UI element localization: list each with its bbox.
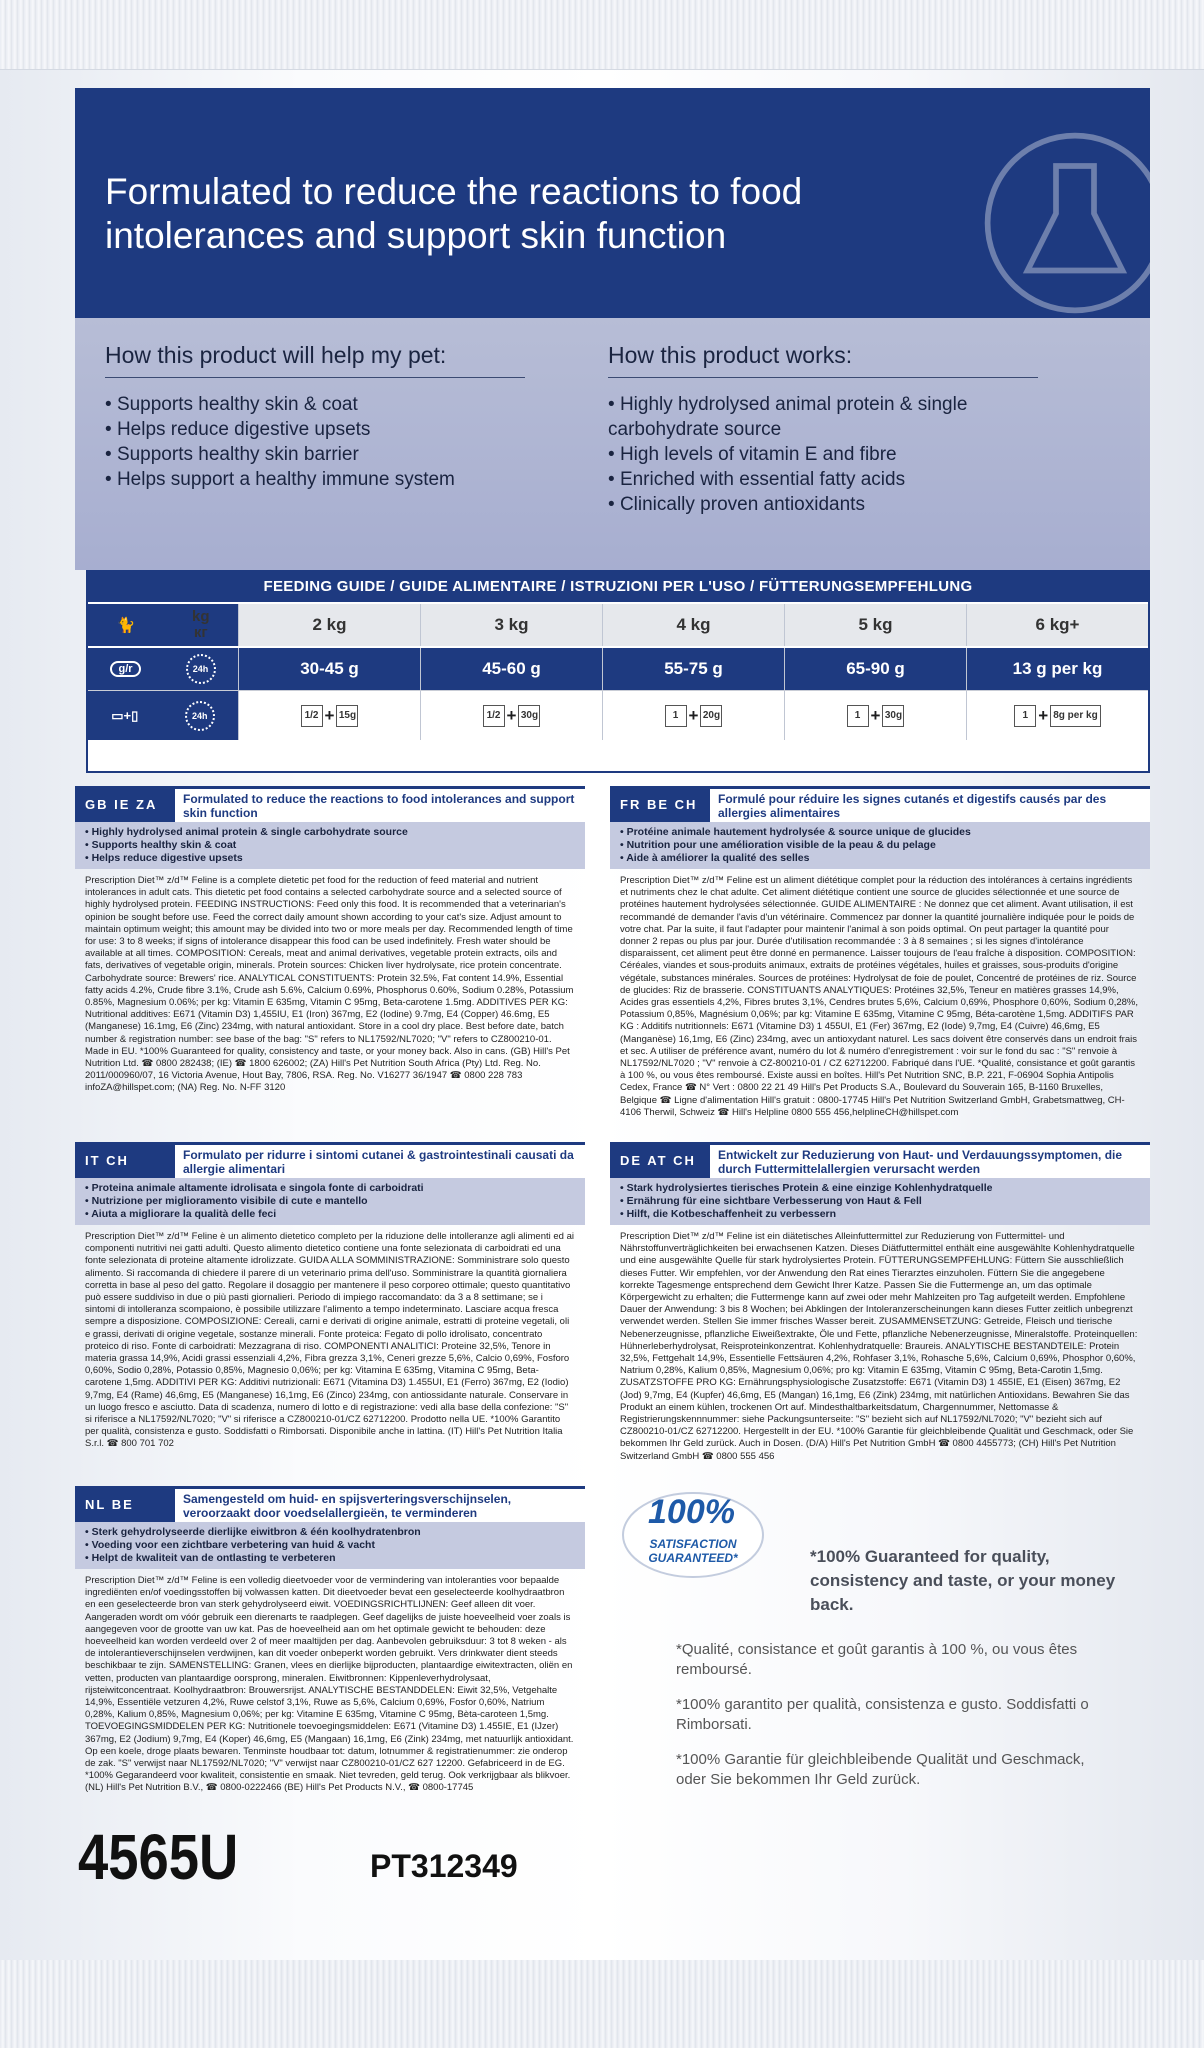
section-nl: [75, 1486, 585, 1806]
mixed-cell: 1/2 + 15g: [238, 691, 420, 740]
guarantee-de: *100% Garantie für gleichbleibende Qualität und Geschmack, oder Sie bekommen Ihr Geld zurück.: [676, 1751, 1085, 1788]
can-icon: 1: [1014, 705, 1036, 727]
benefit-item: • Helps reduce digestive upsets: [105, 417, 525, 442]
pt-code: PT312349: [370, 1848, 518, 1884]
section-body: Prescription Diet™ z/d™ Feline is a complete dietetic pet food for the reduction of feed material and nutrient intolerances in adult cats. This dietetic pet food contains a selected carbohydrate source and a selected source of highly hydrolysed protein. FEEDING INSTRUCTIONS: Feed only this food. It is recommended that a veterinarian's opinion be sought before use. Feed the correct daily amount shown according to your cat's size. Adjust amount to maintain optimum weight; this amount may be divided into two or more meals per day. Recommended length of time for use: 3 to 8 weeks; if signs of intolerance disappear this food can be used indefinitely. Fresh water should be available at all times. COMPOSITION: Cereals, meat and animal derivatives, vegetable protein extracts, oils and fats, derivatives of vegetable origin, minerals. Protein sources: Chicken liver hydrolysate, rice protein concentrate. Carbohydrate source: Brewers' rice. ANALYTICAL CONSTITUENTS: Protein 32.5%, Fat content 14.9%, Essential fatty acids 4.2%, Crude fibre 3.1%, Crude ash 5.6%, Calcium 0.69%, Phosphorus 0.60%, Sodium 0.28%, Potassium 0.85%, Magnesium 0.06%; per kg: Vitamin E 635mg, Vitamin C 95mg, Beta-carotene 1.5mg. ADDITIVES PER KG: Nutritional additives: E671 (Vitamin D3) 1,455IU, E1 (Iron) 367mg, E2 (Iodine) 9.7mg, E4 (Copper) 46.6mg, E5 (Manganese) 16.1mg, E6 (Zinc) 234mg, with natural antioxidant. Store in a cool dry place. Best before date, batch number & registration number: see base of the bag: "S" refers to NL17592/NL7020; "V" refers to CZ800210-01. Made in EU. *100% Guaranteed for quality, consistency and taste, or your money back. Also in cans. (GB) Hill's Pet Nutrition Ltd. ☎ 0800 282438; (IE) ☎ 1800 626002; (ZA) Hill's Pet Nutrition South Africa (Pty) Ltd. Reg. No. 2011/000960/07, 16 Victoria Avenue, Hout Bay, 7806, RSA. Reg. No. V16277 36/1947 ☎ 0800 228 783 infoZA@hillspet.com; (NA) Reg. No. N-FF 3120: [85, 875, 574, 1094]
badge-percent: 100%: [648, 1493, 735, 1531]
section-bullets: [610, 822, 1150, 869]
clock-24h-icon: 24h: [186, 654, 216, 684]
works-item: • Enriched with essential fatty acids: [608, 467, 1038, 492]
mixed-cell: 1/2 + 30g: [420, 691, 602, 740]
can-plus-bag-icon: ▭+▯: [111, 707, 139, 723]
bullet: • Proteina animale altamente idrolisata e singola fonte di carboidrati: [85, 1182, 575, 1195]
section-title: Formulated to reduce the reactions to food intolerances and support skin function: [175, 786, 585, 822]
benefit-item: • Supports healthy skin & coat: [105, 392, 525, 417]
bottom-seal: [0, 1960, 1204, 2048]
satisfaction-badge: [618, 1485, 768, 1585]
section-title: Samengesteld om huid- en spijsverteringsverschijnselen, veroorzaakt door voedselallergieën, te verminderen: [175, 1486, 585, 1522]
section-it: [75, 1142, 585, 1462]
guarantee-it: *100% garantito per qualità, consistenza e gusto. Soddisfatti o Rimborsati.: [676, 1696, 1089, 1733]
weight-cell: 3 kg: [420, 604, 602, 646]
bullet: • Helps reduce digestive upsets: [85, 852, 575, 865]
bullet: • Protéine animale hautement hydrolysée & source unique de glucides: [620, 826, 1140, 839]
section-de: [610, 1142, 1150, 1462]
section-title: Entwickelt zur Reduzierung von Haut- und Verdauungssymptomen, die durch Futtermittelallergien verursacht werden: [710, 1142, 1150, 1178]
bullet: • Nutrition pour une amélioration visible de la peau & du pelage: [620, 839, 1140, 852]
weight-cell: 6 kg+: [966, 604, 1148, 646]
mixed-cell: 1 + 8g per kg: [966, 691, 1148, 740]
section-body: Prescription Diet™ z/d™ Feline est un aliment diététique complet pour la réduction des intolérances à certains ingrédients et nutriments chez le chat adulte. Cet aliment diététique contient une source de glucides sélectionnée et une source de protéines hautement hydrolysées sélectionnée. GUIDE ALIMENTAIRE : Ne donnez que cet aliment. Avant utilisation, il est recommandé de demander l'avis d'un vétérinaire. Commencez par donner la quantité journalière indiquée pour le poids de votre chat. Par la suite, il faut l'adapter pour maintenir l'animal à son poids optimal. On peut partager la quantité pour donner 2 repas ou plus par jour. Durée d'utilisation recommandée : 3 à 8 semaines ; si les signes d'intolérance disparaissent, cet aliment peut être donné en permanence. Laisser toujours de l'eau fraîche à disposition. COMPOSITION: Céréales, viandes et sous-produits animaux, extraits de protéines végétales, huiles et graisses, sous-produits d'origine végétale, substances minérales. Sources de protéines: Hydrolysat de foie de poulet, Concentré de protéines de riz. Source de glucides: Riz de brasserie. CONSTITUANTS ANALYTIQUES: Protéines 32,5%, Teneur en matières grasses 14,9%, Acides gras essentiels 4,2%, Fibres brutes 3,1%, Cendres brutes 5,6%, Calcium 0,69%, Phosphore 0,60%, Sodium 0,28%, Potassium 0,85%, Magnésium 0,06%; par kg: Vitamine E 635mg, Vitamine C 95mg, Béta-carotène 1,5mg. ADDITIFS PAR KG : Additifs nutritionnels: E671 (Vitamine D3) 1 455UI, E1 (Fer) 367mg, E2 (Iode) 9,7mg, E4 (Cuivre) 46,6mg, E5 (Manganèse) 16,1mg, E6 (Zinc) 234mg, avec un antioxydant naturel. Les sacs doivent être conservés dans un endroit frais et sec. A utiliser de préférence avant, numéro du lot & numéro d'enregistrement : voir sur le fond du sac : "S" renvoie à NL17592/NL7020 ; "V" renvoie à CZ-800210-01 / CZ 62712200. Fabriqué dans l'UE. *Qualité, consistance et goût garantis à 100 %, ou vous êtes remboursé. Existe aussi en boîtes. Hill's Pet Nutrition SNC, B.P. 221, F-06904 Sophia Antipolis Cedex, France ☎ N° Vert : 0800 22 21 49 Hill's Pet Products S.A., Boulevard du Souverain 165, B-1160 Bruxelles, Belgique ☎ Ligne d'alimentation Hill's gratuit : 0800-17745 Hill's Pet Nutrition Switzerland GmbH, Grabetsmattweg, CH-4106 Therwil, Schweiz ☎ Hill's Helpline 0800 555 456,helplineCH@hillspet.com: [620, 875, 1139, 1118]
lang-codes: NL BE: [75, 1486, 175, 1522]
lang-codes: DE AT CH: [610, 1142, 710, 1178]
amount-cell: 65-90 g: [784, 648, 966, 690]
benefits-works-column: [608, 342, 1038, 517]
amount-cell: 55-75 g: [602, 648, 784, 690]
weight-cell: 2 kg: [238, 604, 420, 646]
dry-row-label: [88, 648, 238, 690]
section-title: Formulato per ridurre i sintomi cutanei & gastrointestinali causati da allergie alimentari: [175, 1142, 585, 1178]
bag-icon: 15g: [336, 705, 358, 727]
bowl-icon: g/r: [110, 661, 140, 677]
works-item: • Clinically proven antioxidants: [608, 492, 1038, 517]
weight-cell: 4 kg: [602, 604, 784, 646]
bullet: • Stark hydrolysiertes tierisches Protein & eine einzige Kohlenhydratquelle: [620, 1182, 1140, 1195]
section-bullets: [75, 1522, 585, 1569]
bullet: • Helpt de kwaliteit van de ontlasting te verbeteren: [85, 1552, 575, 1565]
flask-icon: [980, 128, 1150, 318]
bag-icon: 30g: [518, 705, 540, 727]
bullet: • Voeding voor een zichtbare verbetering van huid & vacht: [85, 1539, 575, 1552]
header-banner: [75, 88, 1150, 318]
dry-amount-row: [88, 646, 1148, 690]
bullet: • Highly hydrolysed animal protein & single carbohydrate source: [85, 826, 575, 839]
cat-icon: 🐈: [116, 617, 136, 634]
lang-codes: FR BE CH: [610, 786, 710, 822]
bullet: • Hilft, die Kotbeschaffenheit zu verbessern: [620, 1208, 1140, 1221]
bullet: • Sterk gehydrolyseerde dierlijke eiwitbron & één koolhydratenbron: [85, 1526, 575, 1539]
lang-codes: GB IE ZA: [75, 786, 175, 822]
badge-text: SATISFACTION GUARANTEED*: [648, 1537, 738, 1565]
feeding-guide-title: FEEDING GUIDE / GUIDE ALIMENTAIRE / ISTRUZIONI PER L'USO / FÜTTERUNGSEMPFEHLUNG: [88, 572, 1148, 602]
benefit-item: • Supports healthy skin barrier: [105, 442, 525, 467]
clock-24h-icon: 24h: [185, 701, 215, 731]
amount-cell: 30-45 g: [238, 648, 420, 690]
mixed-feeding-row: [88, 690, 1148, 740]
benefits-help-title: How this product will help my pet:: [105, 342, 525, 378]
bag-icon: 8g per kg: [1050, 705, 1100, 727]
bullet: • Nutrizione per miglioramento visibile di cute e mantello: [85, 1195, 575, 1208]
lang-codes: IT CH: [75, 1142, 175, 1178]
works-item: • High levels of vitamin E and fibre: [608, 442, 1038, 467]
product-code: 4565U: [78, 1821, 239, 1893]
bullet: • Aide à améliorer la qualité des selles: [620, 852, 1140, 865]
weight-row-label: [88, 604, 238, 646]
guarantee-fr: *Qualité, consistance et goût garantis à 100 %, ou vous êtes remboursé.: [676, 1641, 1078, 1678]
section-body: Prescription Diet™ z/d™ Feline is een volledig dieetvoeder voor de vermindering van intoleranties voor bepaalde ingrediënten en/of voedingsstoffen bij volwassen katten. Dit dieetvoeder bevat een geselecteerde koolhydraatbron en een geselecteerde bron van sterk gehydrolyseerd eiwit. VOEDINGSRICHTLIJNEN: Geef alleen dit voer. Aangeraden wordt om vóór gebruik een dierenarts te raadplegen. Geef dagelijks de juiste hoeveelheid voer zoals is aangegeven voor de grootte van uw kat. Pas de hoeveelheid aan om het optimale gewicht te behouden: deze hoeveelheid kan worden verdeeld over 2 of meer maaltijden per dag. Aanbevolen gebruiksduur: 3 tot 8 weken - als de intolerantieverschijnselen verdwijnen, kan dit voeder onbeperkt worden gebruikt. Vers drinkwater dient steeds beschikbaar te zijn. SAMENSTELLING: Granen, vlees en dierlijke bijproducten, plantaardige eiwitextracten, oliën en vetten, producten van plantaardige oorsprong, mineralen. Eiwitbronnen: Kippenleverhydrolysaat, rijsteiwitconcentraat. Koolhydraatbron: Brouwersrijst. ANALYTISCHE BESTANDDELEN: Eiwit 32,5%, Vetgehalte 14,9%, Essentiële vetzuren 4,2%, Ruwe celstof 3,1%, Ruwe as 5,6%, Calcium 0,69%, Fosfor 0,60%, Natrium 0,28%, Kalium 0,85%, Magnesium 0,06%; per kg: Vitamine E 635mg, Vitamine C 95mg, Bèta-caroteen 1,5mg. TOEVOEGINGSMIDDELEN PER KG: Nutritionele toevoegingsmiddelen: E671 (Vitamine D3) 1.455IE, E1 (IJzer) 367mg, E2 (Jodium) 9,7mg, E4 (Koper) 46,6mg, E5 (Mangaan) 16,1mg, E6 (Zink) 234mg, met natuurlijk antioxidant. Op een koele, droge plaats bewaren. Tenminste houdbaar tot: datum, lotnummer & registratienummer: zie onderop de zak. "S" verwijst naar NL17592/NL7020; "V" verwijst naar CZ800210-01/CZ 627 12200. Gefabriceerd in de EG. *100% Gegarandeerd voor kwaliteit, consistentie en smaak. Niet tevreden, geld terug. Ook verkrijgbaar als blikvoer. (NL) Hill's Pet Nutrition B.V., ☎ 0800-0222466 (BE) Hill's Pet Products N.V., ☎ 0800-17745: [85, 1575, 574, 1794]
amount-cell: 45-60 g: [420, 648, 602, 690]
weight-row: [88, 602, 1148, 646]
section-fr: [610, 786, 1150, 1146]
section-body: Prescription Diet™ z/d™ Feline è un alimento dietetico completo per la riduzione delle intolleranze agli alimenti ed ai componenti nutritivi nei gatti adulti. Questo alimento dietetico contiene una fonte selezionata di carboidrati ed una fonte selezionata di proteine altamente idrolizzate. GUIDA ALLA SOMMINISTRAZIONE: Somministrare solo questo alimento. Si raccomanda di chiedere il parere di un veterinario prima dell'uso. Somministrare la quantità giornaliera corretta in base al peso del gatto. Regolare il dosaggio per mantenere il peso corporeo ottimale; questo quantitativo può essere suddiviso in due o più pasti giornalieri. Periodo di impiego raccomandato: da 3 a 8 settimane; se i sintomi di intolleranza scompaiono, è possibile utilizzare l'alimento a tempo indeterminato. Lasciare acqua fresca sempre a disposizione. COMPOSIZIONE: Cereali, carni e derivati di origine animale, estratti di proteine vegetali, oli e grassi, derivati di origine vegetale, sostanze minerali. Fonte proteica: Fegato di pollo idrolisato, concentrato proteico di riso. Fonte di carboidrati: Mezzagrana di riso. COMPONENTI ANALITICI: Proteine 32,5%, Tenore in materia grassa 14,9%, Acidi grassi essenziali 4,2%, Fibra grezza 3,1%, Ceneri grezze 5,6%, Calcio 0,69%, Fosforo 0,60%, Sodio 0,28%, Potassio 0,85%, Magnesio 0,06%; per kg: Vitamina E 635mg, Vitamina C 95mg, Beta-carotene 1,5mg. ADDITIVI PER KG: Additivi nutrizionali: E671 (Vitamina D3) 1.455UI, E1 (Ferro) 367mg, E2 (Iodio) 9,7mg, E4 (Rame) 46,6mg, E5 (Manganese) 16,1mg, E6 (Zinco) 234mg, con antiossidante naturale. Conservare in un luogo fresco e asciutto. Data di scadenza, numero di lotto e di registrazione: vedi alla base della confezione: "S" si riferisce a NL17592/NL7020; "V" si riferisce a CZ800210-01/CZ 62712200. Prodotto nella UE. *100% Garantito per qualità, consistenza e gusto. Soddisfatti o Rimborsati. Disponibile anche in lattina. (IT) Hill's Pet Nutrition Italia S.r.l. ☎ 800 701 702: [85, 1231, 574, 1450]
top-seal: [0, 0, 1204, 70]
bag-icon: 20g: [700, 705, 722, 727]
can-icon: 1/2: [483, 705, 505, 727]
section-title: Formulé pour réduire les signes cutanés et digestifs causés par des allergies alimentaires: [710, 786, 1150, 822]
can-icon: 1: [847, 705, 869, 727]
can-icon: 1/2: [301, 705, 323, 727]
mixed-cell: 1 + 20g: [602, 691, 784, 740]
bullet: • Aiuta a migliorare la qualità delle feci: [85, 1208, 575, 1221]
benefit-item: • Helps support a healthy immune system: [105, 467, 525, 492]
bullet: • Ernährung für eine sichtbare Verbesserung von Haut & Fell: [620, 1195, 1140, 1208]
headline: Formulated to reduce the reactions to food intolerances and support skin function: [105, 171, 803, 256]
guarantee-main: *100% Guaranteed for quality, consistency and taste, or your money back.: [810, 1547, 1116, 1614]
section-bullets: [75, 1178, 585, 1225]
benefits-panel: [75, 318, 1150, 570]
weight-cell: 5 kg: [784, 604, 966, 646]
section-bullets: [610, 1178, 1150, 1225]
benefits-works-title: How this product works:: [608, 342, 1038, 378]
feeding-guide-table: [86, 570, 1150, 773]
works-item: • Highly hydrolysed animal protein & single carbohydrate source: [608, 392, 1038, 442]
mixed-row-label: [88, 691, 238, 740]
mixed-cell: 1 + 30g: [784, 691, 966, 740]
section-gb: [75, 786, 585, 1146]
kg-label-cyrillic: кг: [193, 624, 208, 641]
amount-cell: 13 g per kg: [966, 648, 1148, 690]
section-bullets: [75, 822, 585, 869]
section-body: Prescription Diet™ z/d™ Feline ist ein diätetisches Alleinfuttermittel zur Reduzierung von Futtermittel- und Nährstoffunverträglichkeiten bei erwachsenen Katzen. Dieses Diätfuttermittel enthält eine ausgewählte Kohlenhydratquelle und eine ausgewählte Quelle für stark hydrolysiertes Protein. FÜTTERUNGSEMPFEHLUNG: Füttern Sie ausschließlich dieses Futter. Wir empfehlen, vor der Anwendung den Rat eines Tierarztes einzuholen. Füttern Sie die angegebene korrekte Tagesmenge entsprechend dem Gewicht Ihrer Katze. Passen Sie die Futtermenge an, um das optimale Körpergewicht zu erhalten; die Futtermenge kann auf zwei oder mehr Mahlzeiten pro Tag aufgeteilt werden. Empfohlene Dauer der Anwendung: 3 bis 8 Wochen; bei Abklingen der Intoleranzerscheinungen kann dieses Futter zeitlich unbegrenzt verwendet werden. Stellen Sie immer frisches Wasser bereit. ZUSAMMENSETZUNG: Getreide, Fleisch und tierische Nebenerzeugnisse, pflanzliche Eiweißextrakte, Öle und Fette, pflanzliche Nebenerzeugnisse, Mineralstoffe. Proteinquellen: Hühnerleberhydrolysat, Reisproteinkonzentrat. Kohlenhydratquelle: Braureis. ANALYTISCHE BESTANDTEILE: Protein 32,5%, Fettgehalt 14,9%, Essentielle Fettsäuren 4,2%, Rohfaser 3,1%, Rohasche 5,6%, Calcium 0,69%, Phosphor 0,60%, Natrium 0,28%, Kalium 0,85%, Magnesium 0,06%; pro kg: Vitamin E 635mg, Vitamin C 95mg, Beta-Carotin 1,5mg. ZUSATZSTOFFE PRO KG: Ernährungsphysiologische Zusatzstoffe: E671 (Vitamin D3) 1 455IE, E1 (Eisen) 367mg, E2 (Jod) 9,7mg, E4 (Kupfer) 46,6mg, E5 (Mangan) 16,1mg, E6 (Zink) 234mg, mit natürlichen Antioxidans. Bewahren Sie das Produkt an einem kühlen, trockenen Ort auf. Mindesthaltbarkeitsdatum, Chargennummer, Nettomasse & Registrierungskennnummer: siehe Packungsunterseite: "S" bezieht sich auf NL17592/NL7020; "V" bezieht sich auf CZ800210-01/CZ 62712200. Hergestellt in der EU. *100% Garantie für gleichbleibende Qualität und Geschmack, oder Sie bekommen Ihr Geld zurück. Auch in Dosen. (D/A) Hill's Pet Nutrition GmbH ☎ 0800 4455773; (CH) Hill's Pet Nutrition Switzerland GmbH ☎ 0800 555 456: [620, 1231, 1138, 1462]
bag-icon: 30g: [882, 705, 904, 727]
bullet: • Supports healthy skin & coat: [85, 839, 575, 852]
can-icon: 1: [665, 705, 687, 727]
kg-label: kg: [192, 608, 210, 625]
benefits-help-column: [105, 342, 525, 492]
